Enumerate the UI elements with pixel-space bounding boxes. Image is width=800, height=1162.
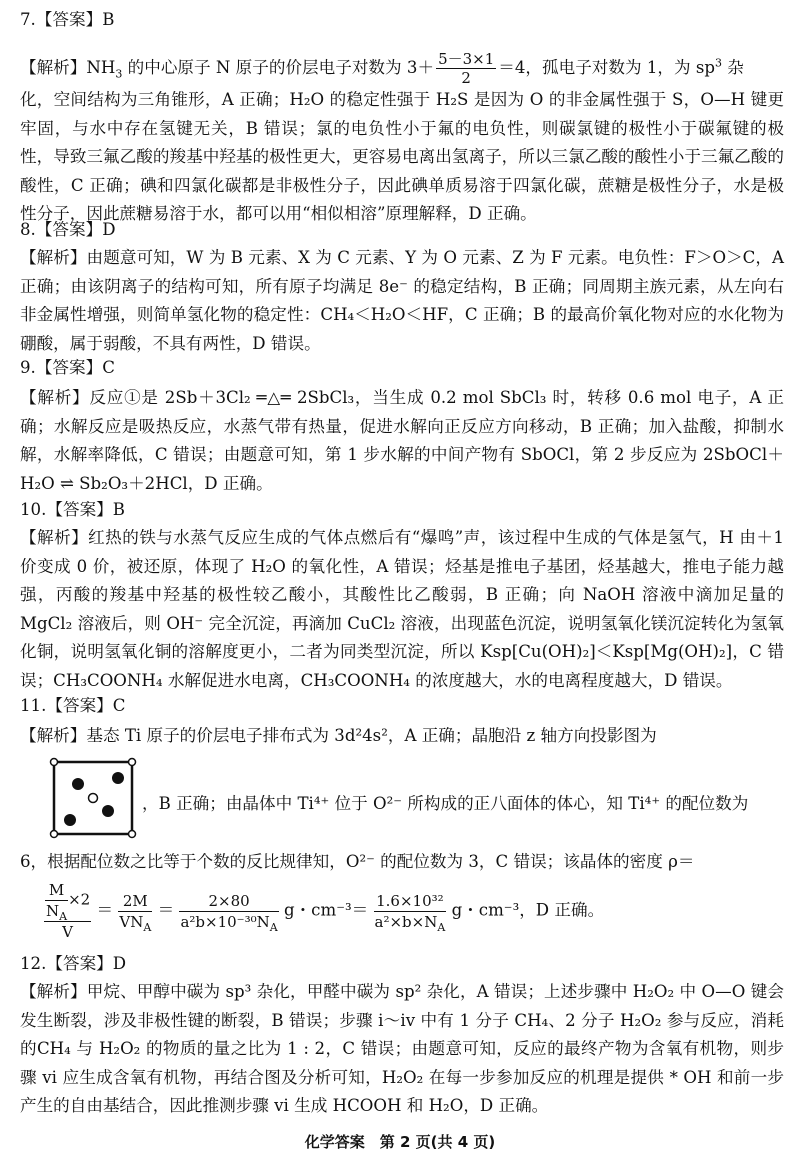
oxygen-atom-3 [102,805,114,817]
na-sub: A [59,910,68,923]
q7-fraction [436,50,496,87]
vn-sub: A [143,920,152,934]
oxygen-atom-1 [72,778,84,790]
corner-atom-tr [129,759,136,766]
q7-text-c: 的中心原子 N 原子的价层电子对数为 3＋ [122,58,435,77]
q7-text-f: 杂 [722,58,744,77]
q10-answer: 10.【答案】B [20,500,125,519]
density-frac-3 [179,891,278,932]
na-symbol [45,901,68,921]
q11-explanation-line1: 【解析】基态 Ti 原子的价层电子排布式为 3d²4s²，A 正确；晶胞沿 z 轴方向投影图为 [20,726,657,745]
q11-answer: 11.【答案】C [20,696,126,715]
center-atom [89,794,98,803]
q7-frac-num: 5－3×1 [438,50,495,68]
unit-1: g・cm⁻³＝ [283,900,369,920]
q7-answer: 7.【答案】B [20,10,115,29]
q11-crystal-row [20,756,784,846]
equals-2: ＝ [157,900,175,920]
density-frac-1 [44,880,91,942]
crystal-projection-figure [48,756,138,840]
frac3-den-sub: A [269,920,278,934]
q8-answer: 8.【答案】D [20,220,116,239]
corner-atom-tl [51,759,58,766]
vn-text: VN [119,912,144,931]
equals-1: ＝ [96,900,114,920]
m-over-na [45,880,68,921]
q7-explanation-body: 化，空间结构为三角锥形，A 正确；H₂O 的稳定性强于 H₂S 是因为 O 的非金属性强于 S，O—H 键更牢固，与水中存在氢键无关，B 错误；氯的电负性小于氟的电负性，则碳氯键的极性小于碳氟键的极性，导致三氟乙酸的羧基中羟基的极性更大，更容易电离出氢离子，所以三氯乙酸的酸性小于三氟乙酸的酸性，C 正确；碘和四氯化碳都是非极性分子，因此碘单质易溶于四氯化碳，蔗糖是极性分子，水是极性分子，因此蔗糖易溶于水，都可以用“相似相溶”原理解释，D 正确。 [20,90,784,224]
q7-frac-den: 2 [461,69,471,87]
q7-sup: 3 [715,56,723,70]
q7-text-a: 【解析】NH [20,58,116,77]
times-two: ×2 [68,890,91,909]
q7-sub: 3 [115,67,123,81]
density-formula [44,880,604,942]
q9-explanation: 【解析】反应①是 2Sb＋3Cl₂ ═△═ 2SbCl₃，当生成 0.2 mol SbCl₃ 时，转移 0.6 mol 电子，A 正确；水解反应是吸热反应，水蒸气带有热量，促进水解向正反应方向移动，B 正确；加入盐酸，抑制水解，水解率降低，C 错误；由题意可知，第 1 步水解的中间产物有 SbOCl，第 2 步反应为 2SbOCl＋H₂O ⇌ Sb₂O₃＋2HCl，D 正确。 [20,388,785,493]
density-frac-3-den [179,912,278,932]
q12-explanation: 【解析】甲烷、甲醇中碳为 sp³ 杂化，甲醛中碳为 sp² 杂化，A 错误；上述步骤中 H₂O₂ 中 O—O 键会发生断裂，涉及非极性键的断裂，B 错误；步骤 i～iv 中有 1 分子 CH₄、2 分子 H₂O₂ 参与反应，消耗的CH₄ 与 H₂O₂ 的物质的量之比为 1 : 2，C 错误；由题意可知，反应的最终产物为含氧有机物，则步骤 vi 应生成含氧有机物，再结合图及分析可知，H₂O₂ 在每一步参加反应的机理是提供 * OH 和前一步产生的自由基结合，因此推测步骤 vi 生成 HCOOH 和 H₂O，D 正确。 [20,982,784,1116]
q8-explanation: 【解析】由题意可知，W 为 B 元素、X 为 C 元素、Y 为 O 元素、Z 为 F 元素。电负性：F＞O＞C，A 正确；由该阴离子的结构可知，所有原子均满足 8e⁻ 的稳定结构，B 正确；同周期主族元素，从左向右非金属性增强，则简单氢化物的稳定性：CH₄＜H₂O＜HF，C 正确；B 的最高价氧化物对应的水化物为硼酸，属于弱酸，不具有两性，D 错误。 [20,248,784,353]
density-frac-3-num: 2×80 [179,891,278,912]
q11-explanation-line3: 6，根据配位数之比等于个数的反比规律知，O²⁻ 的配位数为 3，C 错误；该晶体的密度 ρ＝ [20,852,695,871]
q9-answer: 9.【答案】C [20,358,115,377]
density-frac-4-num: 1.6×10³² [374,891,447,912]
density-frac-4-den [374,912,447,932]
frac4-den-sub: A [437,920,446,934]
density-frac-2-num: 2M [118,891,152,912]
oxygen-atom-4 [64,814,76,826]
page-footer: 化学答案 第 2 页(共 4 页) [304,1133,496,1151]
oxygen-atom-2 [112,772,124,784]
corner-atom-br [129,831,136,838]
frac4-den-text: a²×b×N [374,912,438,931]
v-symbol: V [62,923,74,941]
q12-answer: 12.【答案】D [20,954,127,973]
q10-explanation: 【解析】红热的铁与水蒸气反应生成的气体点燃后有“爆鸣”声，该过程中生成的气体是氢气，H 由＋1 价变成 0 价，被还原，体现了 H₂O 的氧化性，A 错误；烃基是推电子基团，烃基越大，推电子能力越强，丙酸的羧基中羟基的极性较乙酸小，其酸性比乙酸弱，B 正确；向 NaOH 溶液中滴加足量的 MgCl₂ 溶液后，则 OH⁻ 完全沉淀，再滴加 CuCl₂ 溶液，出现蓝色沉淀，说明氢氧化镁沉淀转化为氢氧化铜，说明氢氧化铜的溶解度更小，二者为同类型沉淀，所以 Ksp[Cu(OH)₂]＜Ksp[Mg(OH)₂]，C 错误；CH₃COONH₄ 水解促进水电离，CH₃COONH₄ 的浓度越大，水的电离程度越大，D 错误。 [20,528,784,690]
frac3-den-text: a²b×10⁻³⁰N [180,912,270,931]
m-symbol: M [45,880,68,901]
density-frac-2 [118,891,152,932]
corner-atom-bl [51,831,58,838]
q11-explanation-line2: ，B 正确；由晶体中 Ti⁴⁺ 位于 O²⁻ 所构成的正八面体的体心，知 Ti⁴⁺ 的配位数为 [142,794,749,813]
density-frac-4 [374,891,447,932]
density-frac-2-den [118,912,152,932]
q7-text-d: ＝4，孤电子对数为 1，为 sp [498,58,716,77]
q7-explanation-line1 [20,50,784,87]
na-text: N [46,902,60,920]
unit-2: g・cm⁻³，D 正确。 [451,900,605,920]
density-frac-1-num [44,880,91,922]
